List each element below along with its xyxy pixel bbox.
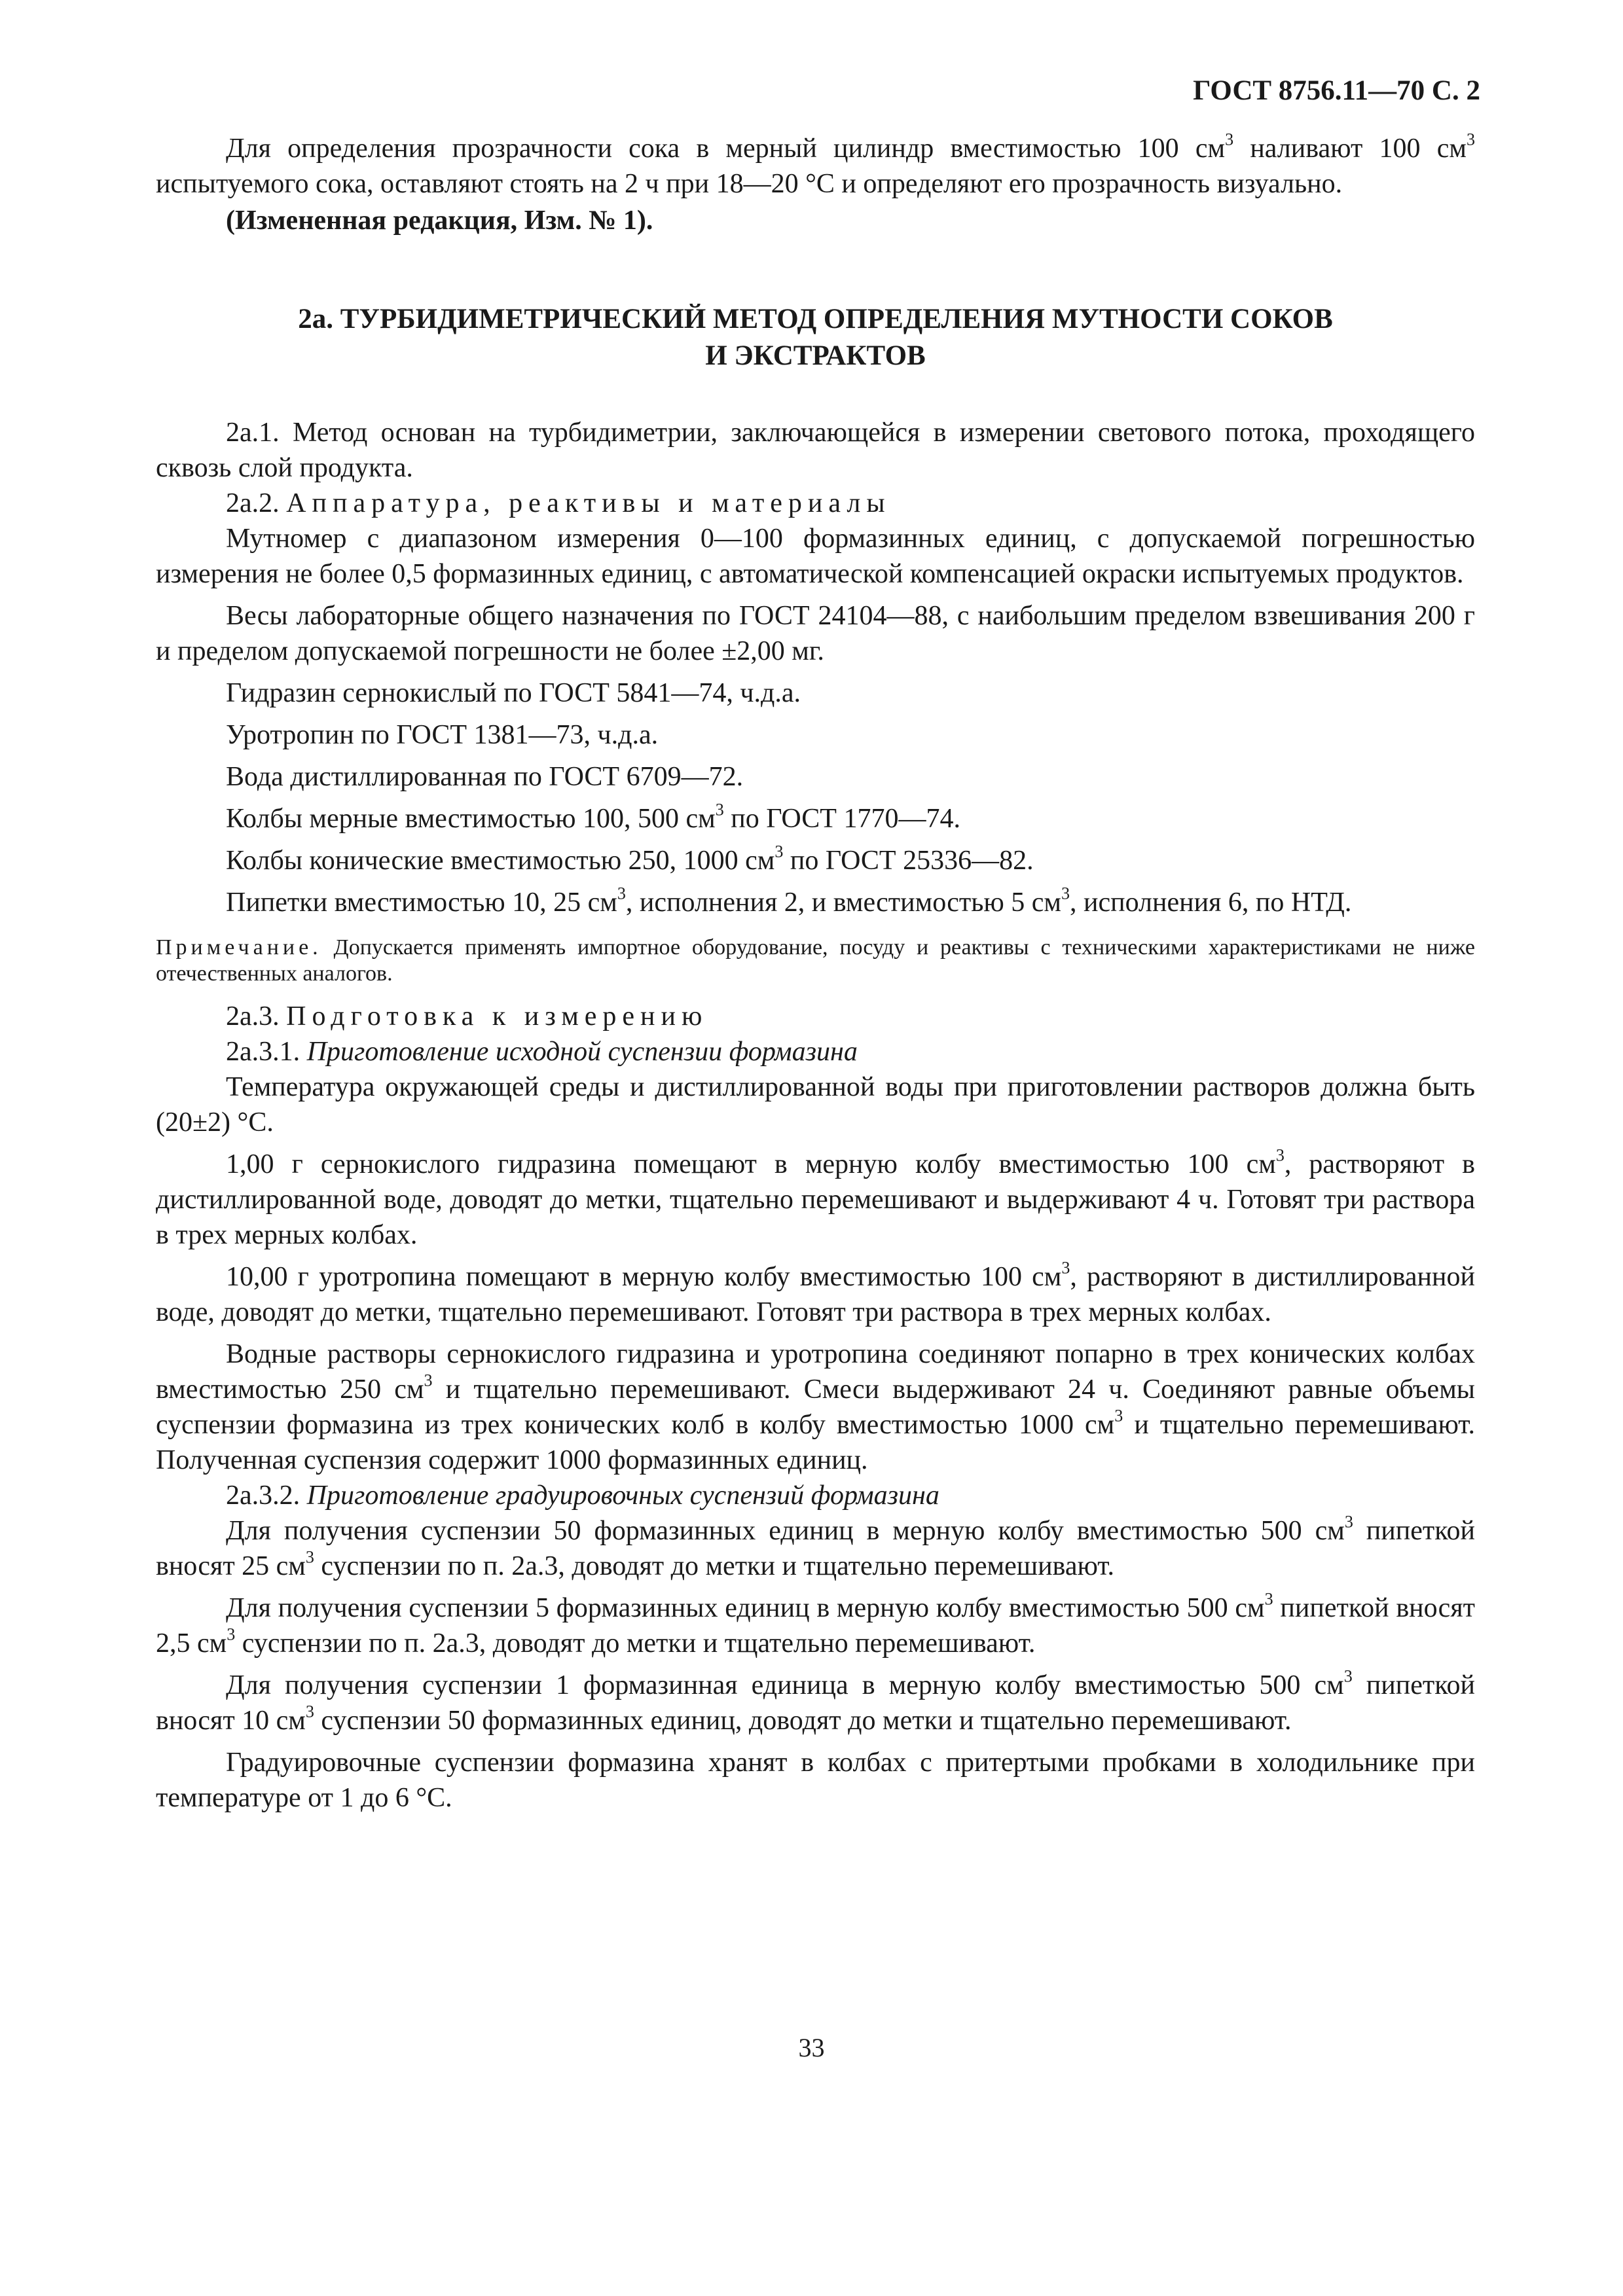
- paragraph-2a1: 2а.1. Метод основан на турбидиметрии, заключающейся в измерении светового потока, проходящего сквозь слой продукта.: [156, 418, 1475, 483]
- document-body: [156, 131, 1475, 1816]
- calibration-5-units: Для получения суспензии 5 формазинных единиц в мерную колбу вместимостью 500 $см^3$ пипеткой вносят 2,5 $см^3$ суспензии по п. 2а.3, доводят до метки и тщательно перемешивают.: [156, 1589, 1475, 1659]
- subsection-heading: Приготовление исходной суспензии формазина: [306, 1037, 858, 1067]
- page-number: 33: [798, 2033, 825, 2062]
- equipment-scales: Весы лабораторные общего назначения по ГОСТ 24104—88, с наибольшим пределом взвешивания 200 г и пределом допускаемой погрешности не более ±2,00 мг.: [156, 601, 1475, 666]
- solutions-combination: Водные растворы сернокислого гидразина и уротропина соединяют попарно в трех конических колбах вместимостью 250 $см^3$ и тщательно перемешивают. Смеси выдерживают 24 ч. Соединяют равные объемы суспензии формазина из трех конических колб в колбу вместимостью 1000 $см^3$ и тщательно перемешивают. Полученная суспензия содержит 1000 формазинных единиц.: [156, 1339, 1475, 1475]
- subsection-heading: Аппаратура, реактивы и материалы: [286, 488, 891, 518]
- paragraph-2a32-heading: 2а.3.2. Приготовление градуировочных суспензий формазина: [226, 1480, 939, 1511]
- paragraph-2a2-heading: 2а.2. Аппаратура, реактивы и материалы: [226, 488, 891, 518]
- note: [156, 935, 1475, 987]
- equipment-water: Вода дистиллированная по ГОСТ 6709—72.: [226, 762, 744, 792]
- paragraph-2a3-heading: 2а.3. Подготовка к измерению: [226, 1001, 708, 1031]
- equipment-urotropin: Уротропин по ГОСТ 1381—73, ч.д.а.: [226, 720, 659, 750]
- storage-conditions: Градуировочные суспензии формазина хранят в колбах с притертыми пробками в холодильнике при температуре от 1 до 6 °С.: [156, 1748, 1475, 1813]
- equipment-turbidimeter: Мутномер с диапазоном измерения 0—100 формазинных единиц, с допускаемой погрешностью измерения не более 0,5 формазинных единиц, с автоматической компенсацией окраски испытуемых продуктов.: [156, 524, 1475, 589]
- document-header: ГОСТ 8756.11—70 С. 2: [1193, 75, 1480, 106]
- hydrazine-preparation: 1,00 г сернокислого гидразина помещают в мерную колбу вместимостью 100 $см^3$, растворяют в дистиллированной воде, доводят до метки, тщательно перемешивают и выдерживают 4 ч. Готовят три раствора в трех мерных колбах.: [156, 1145, 1475, 1250]
- equipment-hydrazine: Гидразин сернокислый по ГОСТ 5841—74, ч.д.а.: [226, 678, 801, 708]
- urotropin-preparation: 10,00 г уротропина помещают в мерную колбу вместимостью 100 $см^3$, растворяют в дистиллированной воде, доводят до метки, тщательно перемешивают. Готовят три раствора в трех мерных колбах.: [156, 1258, 1475, 1327]
- subsection-heading: Подготовка к измерению: [286, 1001, 708, 1031]
- temperature-requirement: Температура окружающей среды и дистиллированной воды при приготовлении растворов должна быть (20±2) °С.: [156, 1072, 1475, 1138]
- section-title-line1: 2а. ТУРБИДИМЕТРИЧЕСКИЙ МЕТОД ОПРЕДЕЛЕНИЯ МУТНОСТИ СОКОВ: [298, 304, 1333, 334]
- paragraph-2a31-heading: 2а.3.1. Приготовление исходной суспензии формазина: [226, 1037, 858, 1067]
- subsection-heading: Приготовление градуировочных суспензий формазина: [306, 1480, 939, 1511]
- note-label: Примечание.: [156, 935, 322, 960]
- section-title: [156, 301, 1475, 374]
- amendment-note: (Измененная редакция, Изм. № 1).: [226, 206, 653, 236]
- section-title-line2: И ЭКСТРАКТОВ: [705, 340, 926, 371]
- calibration-50-units: Для получения суспензии 50 формазинных единиц в мерную колбу вместимостью 500 $см^3$ пипеткой вносят 25 $см^3$ суспензии по п. 2а.3, доводят до метки и тщательно перемешивают.: [156, 1512, 1475, 1581]
- note-text: Допускается применять импортное оборудование, посуду и реактивы с техническими характеристиками не ниже отечественных аналогов.: [156, 935, 1475, 986]
- equipment-pipettes: Пипетки вместимостью 10, 25 $см^3$, исполнения 2, и вместимостью 5 $см^3$, исполнения 6, по НТД.: [226, 884, 1352, 918]
- equipment-conical-flasks: Колбы конические вместимостью 250, 1000 $см^3$ по ГОСТ 25336—82.: [226, 842, 1034, 876]
- calibration-1-unit: Для получения суспензии 1 формазинная единица в мерную колбу вместимостью 500 $см^3$ пипеткой вносят 10 $см^3$ суспензии 50 формазинных единиц, доводят до метки и тщательно перемешивают.: [156, 1666, 1475, 1736]
- transparency-paragraph: Для определения прозрачности сока в мерный цилиндр вместимостью 100 $см^3$ наливают 100 $см^3$ испытуемого сока, оставляют стоять на 2 ч при 18—20 °С и определяют его прозрачность визуально.: [156, 130, 1475, 199]
- equipment-volumetric-flasks: Колбы мерные вместимостью 100, 500 $см^3$ по ГОСТ 1770—74.: [226, 800, 960, 834]
